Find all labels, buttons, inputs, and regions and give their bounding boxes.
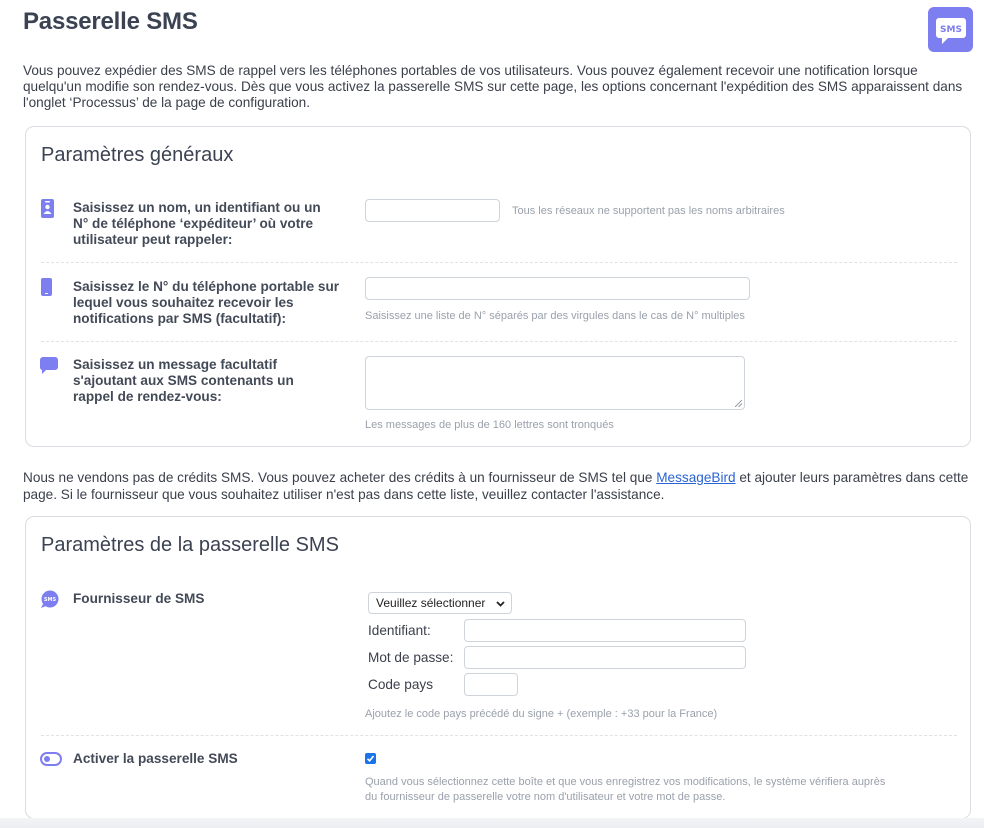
page-bottom-shade [0, 818, 984, 828]
id-badge-icon [40, 199, 58, 217]
mobile-phone-icon [40, 278, 58, 296]
divider [41, 262, 957, 263]
messagebird-link[interactable]: MessageBird [656, 470, 736, 485]
gateway-settings-title: Paramètres de la passerelle SMS [41, 534, 339, 556]
activate-gateway-hint [365, 775, 885, 805]
reminder-message-textarea[interactable] [365, 356, 745, 410]
notification-phone-label: Saisissez le N° du téléphone portable sur lequel vous souhaitez recevoir les notifications par SMS (facultatif): [73, 279, 340, 326]
password-input[interactable] [464, 646, 746, 669]
svg-text:SMS: SMS [43, 597, 57, 603]
notification-phone-input[interactable] [365, 277, 750, 300]
sms-provider-label: Fournisseur de SMS [73, 591, 205, 606]
activate-gateway-label: Activer la passerelle SMS [73, 751, 238, 766]
credits-text-before: Nous ne vendons pas de crédits SMS. Vous pouvez acheter des crédits à un fournisseur de SMS tel que [23, 470, 657, 485]
credits-text-after: et ajouter leurs paramètres dans cette page. Si le fournisseur que vous souhaitez utiliser n'est pas dans cette liste, veuillez contacter l'assistance. [23, 470, 969, 502]
svg-text:SMS: SMS [939, 24, 962, 35]
username-input[interactable] [464, 619, 746, 642]
credits-info-text [23, 469, 973, 503]
notification-phone-hint: Saisissez une liste de N° séparés par des virgules dans le cas de N° multiples [365, 310, 745, 322]
sms-provider-select[interactable] [368, 592, 512, 614]
chevron-down-icon [496, 597, 505, 611]
gateway-settings-card [25, 516, 971, 819]
sms-bubble-icon [40, 590, 58, 608]
general-settings-card [25, 126, 971, 447]
page-title: Passerelle SMS [23, 8, 198, 35]
resize-handle[interactable] [735, 400, 742, 407]
message-bubble-icon [40, 357, 58, 375]
password-label: Mot de passe: [368, 650, 454, 665]
sender-name-input[interactable] [365, 199, 500, 222]
intro-text: Vous pouvez expédier des SMS de rappel vers les téléphones portables de vos utilisateurs. Vous pouvez également recevoir une notification lorsque quelqu'un modifie son rendez-vous. Dès que vous activez la passerelle SMS sur cette page, les options concernant l'expédition des SMS apparaissent dans l'onglet ‘Processus’ de la page de configuration. [23, 63, 963, 110]
sender-name-label: Saisissez un nom, un identifiant ou un N° de téléphone ‘expéditeur’ où votre utilisateur peut rappeler: [73, 200, 321, 247]
reminder-message-hint: Les messages de plus de 160 lettres sont tronqués [365, 419, 614, 431]
divider [41, 341, 957, 342]
country-code-label: Code pays [368, 677, 433, 692]
username-label: Identifiant: [368, 623, 431, 638]
general-settings-title: Paramètres généraux [41, 144, 234, 166]
sender-name-hint: Tous les réseaux ne supportent pas les noms arbitraires [512, 205, 785, 217]
activate-hint-line-2: du fournisseur de passerelle votre nom d'utilisateur et votre mot de passe. [365, 791, 726, 803]
country-code-hint: Ajoutez le code pays précédé du signe + (exemple : +33 pour la France) [365, 708, 718, 720]
toggle-icon [40, 752, 58, 770]
divider [41, 735, 957, 736]
activate-gateway-checkbox[interactable] [365, 753, 376, 764]
country-code-input[interactable] [464, 673, 518, 696]
activate-hint-line-1: Quand vous sélectionnez cette boîte et que vous enregistrez vos modifications, le système vérifiera auprès [365, 776, 886, 788]
sms-bubble-icon [928, 7, 973, 52]
reminder-message-label: Saisissez un message facultatif s'ajoutant aux SMS contenants un rappel de rendez-vous: [73, 357, 294, 404]
sms-provider-selected-value: Veuillez sélectionner [376, 596, 486, 610]
